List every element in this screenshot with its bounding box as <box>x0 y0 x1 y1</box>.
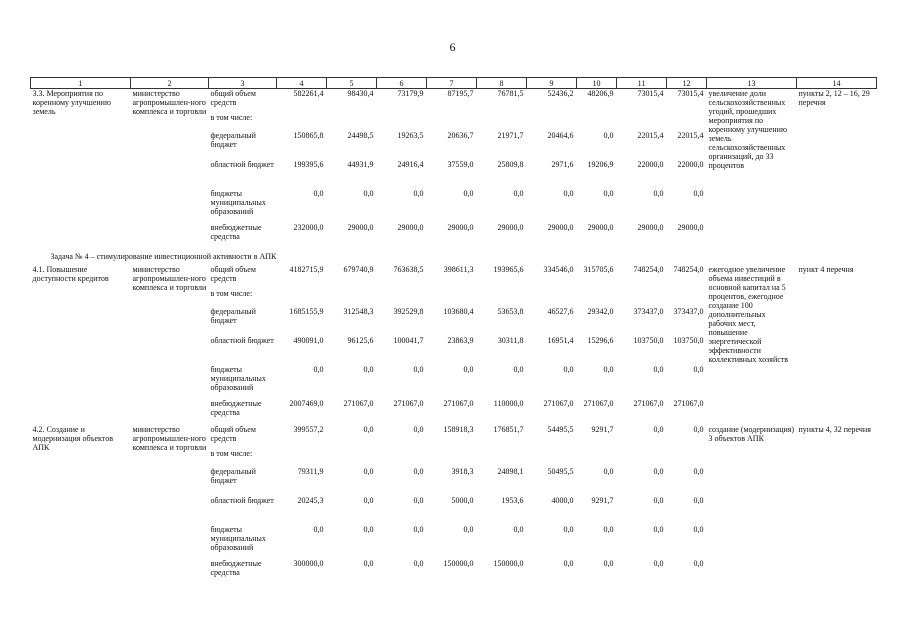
expected-result: создание (модернизация) 3 объектов АПК <box>708 424 795 443</box>
funding-value: 29000,0 <box>547 222 574 232</box>
funding-value <box>577 113 617 131</box>
funding-source: бюджеты муниципальных образований <box>210 364 266 392</box>
funding-value: 0,0 <box>513 524 524 534</box>
funding-value <box>427 113 477 131</box>
funding-value <box>277 113 327 131</box>
funding-value: 0,0 <box>653 524 664 534</box>
funding-value: 199395,6 <box>293 159 324 169</box>
funding-value: 150865,8 <box>293 130 324 140</box>
funding-value <box>617 113 667 131</box>
funding-value: 193965,6 <box>493 264 524 274</box>
column-header: 9 <box>527 78 577 89</box>
funding-value: 103680,4 <box>443 306 474 316</box>
funding-value: 271067,0 <box>443 398 474 408</box>
funding-value <box>277 449 327 467</box>
funding-value <box>527 113 577 131</box>
funding-value <box>427 289 477 307</box>
funding-value: 4000,0 <box>551 495 574 505</box>
funding-source: федеральный бюджет <box>210 466 256 485</box>
funding-value <box>577 289 617 307</box>
funding-value: 150000,0 <box>443 558 474 568</box>
funding-value: 37559,0 <box>447 159 474 169</box>
funding-value: 0,0 <box>463 188 474 198</box>
funding-source: областной бюджет <box>210 335 274 345</box>
funding-value <box>327 289 377 307</box>
funding-value: 79311,9 <box>297 466 324 476</box>
funding-value: 29000,0 <box>447 222 474 232</box>
funding-value: 0,0 <box>563 188 574 198</box>
column-header: 3 <box>209 78 277 89</box>
funding-value: 0,0 <box>603 524 614 534</box>
funding-value: 0,0 <box>363 364 374 374</box>
funding-value: 22015,4 <box>677 130 704 140</box>
funding-value: 0,0 <box>603 364 614 374</box>
funding-value: 3918,3 <box>451 466 474 476</box>
funding-value: 490091,0 <box>293 335 324 345</box>
funding-value <box>377 289 427 307</box>
table-row <box>31 89 877 113</box>
task-title: Задача № 4 – стимулирование инвестиционной активности в АПК <box>50 251 277 261</box>
funding-value <box>617 449 667 467</box>
funding-value: 150000,0 <box>493 558 524 568</box>
column-header: 11 <box>617 78 667 89</box>
funding-value: 271067,0 <box>543 398 574 408</box>
funding-value: 0,0 <box>653 364 664 374</box>
funding-value: 748254,0 <box>673 264 704 274</box>
funding-value: 0,0 <box>463 524 474 534</box>
funding-value <box>667 289 707 307</box>
funding-value: 0,0 <box>413 466 424 476</box>
funding-value <box>577 449 617 467</box>
funding-value: 2971,6 <box>551 159 574 169</box>
column-header: 1 <box>31 78 131 89</box>
funding-value: 271067,0 <box>393 398 424 408</box>
column-header: 8 <box>477 78 527 89</box>
funding-value: 4182715,9 <box>289 264 324 274</box>
funding-source: в том числе: <box>210 448 253 458</box>
funding-value: 22000,0 <box>637 159 664 169</box>
table-body <box>31 89 877 585</box>
task-row <box>31 249 877 265</box>
funding-value: 29000,0 <box>497 222 524 232</box>
executor-name: министерство агропромышлен-ного комплекса и торговли <box>132 264 207 292</box>
funding-value: 0,0 <box>363 495 374 505</box>
funding-value: 0,0 <box>693 424 704 434</box>
funding-value: 53653,8 <box>497 306 524 316</box>
funding-value: 20636,7 <box>447 130 474 140</box>
column-header: 13 <box>707 78 797 89</box>
funding-value <box>477 449 527 467</box>
funding-value: 0,0 <box>313 188 324 198</box>
funding-value: 103750,0 <box>633 335 664 345</box>
funding-value: 73179,9 <box>397 89 424 98</box>
column-header: 2 <box>131 78 209 89</box>
funding-source: внебюджетные средства <box>210 398 262 417</box>
funding-value: 312548,3 <box>343 306 374 316</box>
funding-value: 0,0 <box>463 364 474 374</box>
funding-value: 25809,8 <box>497 159 524 169</box>
funding-value: 52436,2 <box>547 89 574 98</box>
funding-value: 29342,0 <box>587 306 614 316</box>
funding-value: 679740,9 <box>343 264 374 274</box>
funding-value: 0,0 <box>313 364 324 374</box>
expected-result: ежегодное увеличение объема инвестиций в основной капитал на 5 процентов, ежегодное создание 100 дополнительных рабочих мест, повышение энергетической эффективности коллективных хозяйств <box>708 264 789 364</box>
funding-value: 0,0 <box>513 364 524 374</box>
funding-value <box>377 113 427 131</box>
funding-value: 399557,2 <box>293 424 324 434</box>
funding-value: 30311,8 <box>497 335 524 345</box>
funding-value: 232000,0 <box>293 222 324 232</box>
funding-value: 0,0 <box>363 524 374 534</box>
funding-value: 0,0 <box>653 188 664 198</box>
funding-value: 0,0 <box>653 466 664 476</box>
funding-value <box>427 449 477 467</box>
funding-value: 0,0 <box>413 524 424 534</box>
funding-value: 73015,4 <box>677 89 704 98</box>
funding-source: федеральный бюджет <box>210 306 256 325</box>
funding-value: 0,0 <box>413 495 424 505</box>
column-header: 7 <box>427 78 477 89</box>
funding-value: 110000,0 <box>493 398 524 408</box>
funding-value: 334546,0 <box>543 264 574 274</box>
funding-value: 16951,4 <box>547 335 574 345</box>
funding-value: 0,0 <box>413 364 424 374</box>
program-table <box>30 77 877 585</box>
funding-value: 0,0 <box>363 466 374 476</box>
funding-value: 98430,4 <box>347 89 374 98</box>
funding-value: 0,0 <box>693 524 704 534</box>
funding-value: 21971,7 <box>497 130 524 140</box>
table-row <box>31 425 877 449</box>
funding-value: 0,0 <box>603 466 614 476</box>
funding-value: 76781,5 <box>497 89 524 98</box>
funding-value: 23863,9 <box>447 335 474 345</box>
funding-value: 0,0 <box>603 188 614 198</box>
funding-value: 24498,5 <box>347 130 374 140</box>
funding-value: 0,0 <box>693 364 704 374</box>
expected-result: увеличение доли сельскохозяйственных угодий, прошедших мероприятия по коренному улучшению земель сельскохозяйственных организаций, до 33 процентов <box>708 89 787 170</box>
funding-source: в том числе: <box>210 112 253 122</box>
funding-value: 100041,7 <box>393 335 424 345</box>
funding-value: 271067,0 <box>583 398 614 408</box>
funding-value: 0,0 <box>693 495 704 505</box>
funding-value: 0,0 <box>603 130 614 140</box>
funding-value: 29000,0 <box>677 222 704 232</box>
funding-value <box>477 113 527 131</box>
funding-value: 1685155,9 <box>289 306 324 316</box>
funding-value <box>477 289 527 307</box>
funding-value: 373437,0 <box>633 306 664 316</box>
funding-value: 22000,0 <box>677 159 704 169</box>
funding-value: 0,0 <box>693 466 704 476</box>
list-reference: пункты 2, 12 – 16, 29 перечня <box>798 89 870 107</box>
event-name: 4.1. Повышение доступности кредитов <box>32 264 109 283</box>
funding-source: областной бюджет <box>210 159 274 169</box>
funding-value: 315705,6 <box>583 264 614 274</box>
funding-value: 29000,0 <box>347 222 374 232</box>
funding-value: 0,0 <box>363 558 374 568</box>
funding-value: 1953,6 <box>501 495 524 505</box>
table-row <box>31 265 877 289</box>
column-header: 14 <box>797 78 877 89</box>
funding-value: 300000,0 <box>293 558 324 568</box>
funding-value: 9291,7 <box>591 495 614 505</box>
funding-value: 763638,5 <box>393 264 424 274</box>
funding-value: 582261,4 <box>293 89 324 98</box>
funding-value: 48206,9 <box>587 89 614 98</box>
list-reference: пункты 4, 32 перечня <box>798 424 871 434</box>
funding-value: 24916,4 <box>397 159 424 169</box>
funding-value: 373437,0 <box>673 306 704 316</box>
funding-value: 0,0 <box>653 558 664 568</box>
funding-value: 29000,0 <box>397 222 424 232</box>
funding-source: внебюджетные средства <box>210 558 262 577</box>
funding-value <box>327 449 377 467</box>
funding-value <box>277 289 327 307</box>
funding-value: 54495,5 <box>547 424 574 434</box>
funding-value: 0,0 <box>563 558 574 568</box>
column-header: 10 <box>577 78 617 89</box>
funding-value: 0,0 <box>513 188 524 198</box>
funding-source: бюджеты муниципальных образований <box>210 524 266 552</box>
funding-value: 0,0 <box>563 364 574 374</box>
funding-value: 0,0 <box>313 524 324 534</box>
table-header <box>31 78 877 89</box>
funding-source: в том числе: <box>210 288 253 298</box>
funding-value: 73015,4 <box>637 89 664 98</box>
funding-value: 87195,7 <box>447 89 474 98</box>
funding-value <box>617 289 667 307</box>
funding-source: общий объем средств <box>210 424 256 443</box>
funding-source: общий объем средств <box>210 264 256 283</box>
funding-value: 15296,6 <box>587 335 614 345</box>
funding-value: 0,0 <box>693 558 704 568</box>
funding-value: 0,0 <box>653 495 664 505</box>
funding-value: 0,0 <box>693 188 704 198</box>
funding-value: 22015,4 <box>637 130 664 140</box>
funding-value: 0,0 <box>363 188 374 198</box>
funding-value: 392529,8 <box>393 306 424 316</box>
funding-value: 0,0 <box>413 558 424 568</box>
funding-value: 24898,1 <box>497 466 524 476</box>
funding-value: 5000,0 <box>451 495 474 505</box>
funding-value: 46527,6 <box>547 306 574 316</box>
event-name: 4.2. Создание и модернизация объектов АПК <box>32 424 113 452</box>
column-header: 5 <box>327 78 377 89</box>
funding-value <box>377 449 427 467</box>
funding-value: 0,0 <box>653 424 664 434</box>
funding-value: 29000,0 <box>637 222 664 232</box>
funding-value: 19206,9 <box>587 159 614 169</box>
funding-value: 0,0 <box>363 424 374 434</box>
funding-value: 103750,0 <box>673 335 704 345</box>
funding-source: бюджеты муниципальных образований <box>210 188 266 216</box>
funding-value: 29000,0 <box>587 222 614 232</box>
funding-value: 176851,7 <box>493 424 524 434</box>
funding-value: 398611,3 <box>443 264 474 274</box>
funding-value: 748254,0 <box>633 264 664 274</box>
funding-value: 96125,6 <box>347 335 374 345</box>
executor-name: министерство агропромышлен-ного комплекса и торговли <box>132 89 207 116</box>
funding-value <box>667 449 707 467</box>
executor-name: министерство агропромышлен-ного комплекса и торговли <box>132 424 207 452</box>
funding-value: 271067,0 <box>633 398 664 408</box>
event-name: 3.3. Мероприятия по коренному улучшению земель <box>32 89 111 116</box>
funding-source: общий объем средств <box>210 89 256 107</box>
funding-value: 0,0 <box>603 558 614 568</box>
funding-value: 271067,0 <box>343 398 374 408</box>
funding-value <box>527 289 577 307</box>
list-reference: пункт 4 перечня <box>798 264 854 274</box>
funding-value: 158918,3 <box>443 424 474 434</box>
funding-value: 0,0 <box>563 524 574 534</box>
column-header: 12 <box>667 78 707 89</box>
funding-value: 9291,7 <box>591 424 614 434</box>
funding-value <box>527 449 577 467</box>
funding-value: 20245,3 <box>297 495 324 505</box>
funding-value: 2007469,0 <box>289 398 324 408</box>
page-number: 6 <box>449 40 456 54</box>
column-header: 4 <box>277 78 327 89</box>
funding-value: 271067,0 <box>673 398 704 408</box>
funding-source: областной бюджет <box>210 495 274 505</box>
funding-value <box>327 113 377 131</box>
funding-value: 50495,5 <box>547 466 574 476</box>
funding-value: 19263,5 <box>397 130 424 140</box>
funding-value: 20464,6 <box>547 130 574 140</box>
funding-value: 0,0 <box>413 188 424 198</box>
funding-value: 0,0 <box>413 424 424 434</box>
funding-value <box>667 113 707 131</box>
funding-source: федеральный бюджет <box>210 130 256 149</box>
funding-value: 44931,9 <box>347 159 374 169</box>
column-header: 6 <box>377 78 427 89</box>
funding-source: внебюджетные средства <box>210 222 262 241</box>
